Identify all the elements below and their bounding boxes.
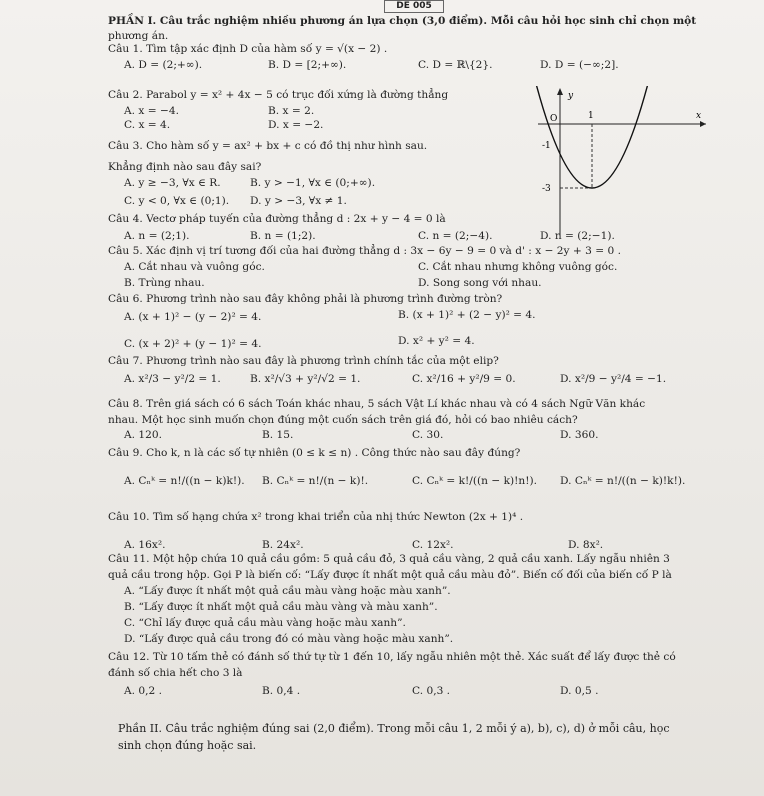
q3-option-d: D. y > −3, ∀x ≠ 1. bbox=[250, 195, 347, 207]
q8-option-d: D. 360. bbox=[560, 429, 599, 441]
q3-option-c: C. y < 0, ∀x ∈ (0;1). bbox=[124, 195, 230, 207]
q12-option-a: A. 0,2 . bbox=[124, 685, 162, 697]
q10-option-d: D. 8x². bbox=[568, 539, 604, 551]
part1-title-cont: phương án. bbox=[108, 30, 169, 42]
q5-option-c: C. Cắt nhau nhưng không vuông góc. bbox=[418, 261, 618, 273]
q3-stem2: Khẳng định nào sau đây sai? bbox=[108, 161, 262, 173]
x-axis-label: x bbox=[696, 111, 702, 121]
q6-option-d: D. x² + y² = 4. bbox=[398, 335, 475, 347]
exam-code: DE 005 bbox=[384, 0, 444, 13]
q11-option-b: B. “Lấy được ít nhất một quả cầu màu vàng và màu xanh”. bbox=[124, 601, 438, 613]
part2-text: Phần II. Câu trắc nghiệm đúng sai (2,0 điểm). Trong mỗi câu 1, 2 mỗi ý a), b), c), d) ở mỗi câu, học bbox=[118, 722, 670, 735]
part2-section bbox=[118, 721, 738, 754]
q4-option-c: C. n = (2;−4). bbox=[418, 230, 493, 242]
q8-option-c: C. 30. bbox=[412, 429, 444, 441]
q7-stem: Câu 7. Phương trình nào sau đây là phương trình chính tắc của một elip? bbox=[108, 355, 499, 367]
q8-stem2: nhau. Một học sinh muốn chọn đúng một cuốn sách trên giá đó, hỏi có bao nhiêu cách? bbox=[108, 414, 578, 426]
q12-option-b: B. 0,4 . bbox=[262, 685, 301, 697]
q10-stem: Câu 10. Tìm số hạng chứa x² trong khai triển của nhị thức Newton (2x + 1)⁴ . bbox=[108, 511, 524, 523]
q4-stem: Câu 4. Vectơ pháp tuyến của đường thẳng d : 2x + y − 4 = 0 là bbox=[108, 213, 446, 225]
q3-stem: Câu 3. Cho hàm số y = ax² + bx + c có đồ thị như hình sau. bbox=[108, 140, 428, 152]
q1-option-a: A. D = (2;+∞). bbox=[124, 59, 203, 71]
q5-option-a: A. Cắt nhau và vuông góc. bbox=[124, 261, 265, 273]
y-tick-neg3: -3 bbox=[542, 184, 551, 194]
q12-stem2: đánh số chia hết cho 3 là bbox=[108, 667, 243, 679]
q11-stem2: quả cầu trong hộp. Gọi P là biến cố: “Lấy được ít nhất một quả cầu màu đỏ”. Biến cố đối của biến cố P là bbox=[108, 569, 672, 581]
q4-option-b: B. n = (1;2). bbox=[250, 230, 316, 242]
q12-option-c: C. 0,3 . bbox=[412, 685, 451, 697]
q7-option-a: A. x²/3 − y²/2 = 1. bbox=[124, 373, 221, 385]
q3-option-b: B. y > −1, ∀x ∈ (0;+∞). bbox=[250, 177, 376, 189]
q9-option-c: C. Cₙᵏ = k!/((n − k)!n!). bbox=[412, 475, 537, 487]
x-axis-arrow bbox=[700, 121, 706, 127]
q5-stem: Câu 5. Xác định vị trí tương đối của hai đường thẳng d : 3x − 6y − 9 = 0 và d' : x − 2y + 3 = 0 . bbox=[108, 245, 621, 257]
q6-stem: Câu 6. Phương trình nào sau đây không phải là phương trình đường tròn? bbox=[108, 293, 503, 305]
q5-option-d: D. Song song với nhau. bbox=[418, 277, 542, 289]
q4-option-a: A. n = (2;1). bbox=[124, 230, 190, 242]
q7-option-d: D. x²/9 − y²/4 = −1. bbox=[560, 373, 667, 385]
q6-option-c: C. (x + 2)² + (y − 1)² = 4. bbox=[124, 338, 262, 350]
origin-label: O bbox=[550, 114, 558, 124]
q6-option-b: B. (x + 1)² + (2 − y)² = 4. bbox=[398, 309, 536, 321]
q11-stem: Câu 11. Một hộp chứa 10 quả cầu gồm: 5 quả cầu đỏ, 3 quả cầu vàng, 2 quả cầu xanh. Lấy ngẫu nhiên 3 bbox=[108, 553, 670, 565]
part1-title: PHẦN I. Câu trắc nghiệm nhiều phương án lựa chọn (3,0 điểm). Mỗi câu hỏi học sinh chỉ chọn một bbox=[108, 15, 697, 27]
q2-stem: Câu 2. Parabol y = x² + 4x − 5 có trục đối xứng là đường thẳng bbox=[108, 89, 449, 101]
q9-option-d: D. Cₙᵏ = n!/((n − k)!k!). bbox=[560, 475, 686, 487]
q11-option-c: C. “Chỉ lấy được quả cầu màu vàng hoặc màu xanh”. bbox=[124, 617, 406, 629]
parabola-graph bbox=[530, 86, 710, 246]
q6-option-a: A. (x + 1)² − (y − 2)² = 4. bbox=[124, 311, 262, 323]
x-tick-1: 1 bbox=[588, 111, 594, 121]
q10-option-a: A. 16x². bbox=[124, 539, 166, 551]
q9-option-b: B. Cₙᵏ = n!/(n − k)!. bbox=[262, 475, 369, 487]
q10-option-b: B. 24x². bbox=[262, 539, 304, 551]
q2-option-c: C. x = 4. bbox=[124, 119, 171, 131]
q12-option-d: D. 0,5 . bbox=[560, 685, 599, 697]
q11-option-a: A. “Lấy được ít nhất một quả cầu màu vàng hoặc màu xanh”. bbox=[124, 585, 451, 597]
q11-option-d: D. “Lấy được quả cầu trong đó có màu vàng hoặc màu xanh”. bbox=[124, 633, 454, 645]
q2-option-b: B. x = 2. bbox=[268, 105, 315, 117]
q8-option-a: A. 120. bbox=[124, 429, 162, 441]
q4-option-d: D. n = (2;−1). bbox=[540, 230, 615, 242]
q10-option-c: C. 12x². bbox=[412, 539, 454, 551]
q2-option-a: A. x = −4. bbox=[124, 105, 179, 117]
part2-text-cont: sinh chọn đúng hoặc sai. bbox=[118, 738, 257, 752]
q8-stem: Câu 8. Trên giá sách có 6 sách Toán khác nhau, 5 sách Vật Lí khác nhau và có 4 sách Ngữ Văn khác bbox=[108, 398, 646, 410]
q7-option-b: B. x²/√3 + y²/√2 = 1. bbox=[250, 373, 361, 385]
q2-option-d: D. x = −2. bbox=[268, 119, 324, 131]
y-axis-arrow bbox=[557, 88, 563, 95]
q1-option-d: D. D = (−∞;2]. bbox=[540, 59, 619, 71]
q12-stem: Câu 12. Từ 10 tấm thẻ có đánh số thứ tự từ 1 đến 10, lấy ngẫu nhiên một thẻ. Xác suất để lấy được thẻ có bbox=[108, 651, 676, 663]
q8-option-b: B. 15. bbox=[262, 429, 294, 441]
y-tick-neg1: -1 bbox=[542, 141, 551, 151]
q9-stem: Câu 9. Cho k, n là các số tự nhiên (0 ≤ k ≤ n) . Công thức nào sau đây đúng? bbox=[108, 447, 521, 459]
q1-stem: Câu 1. Tìm tập xác định D của hàm số y = √(x − 2) . bbox=[108, 43, 388, 55]
y-axis-label: y bbox=[568, 91, 574, 101]
q9-option-a: A. Cₙᵏ = n!/((n − k)k!). bbox=[124, 475, 245, 487]
q3-option-a: A. y ≥ −3, ∀x ∈ R. bbox=[124, 177, 221, 189]
q1-option-c: C. D = ℝ\{2}. bbox=[418, 59, 493, 71]
q1-option-b: B. D = [2;+∞). bbox=[268, 59, 347, 71]
q5-option-b: B. Trùng nhau. bbox=[124, 277, 205, 289]
q7-option-c: C. x²/16 + y²/9 = 0. bbox=[412, 373, 516, 385]
